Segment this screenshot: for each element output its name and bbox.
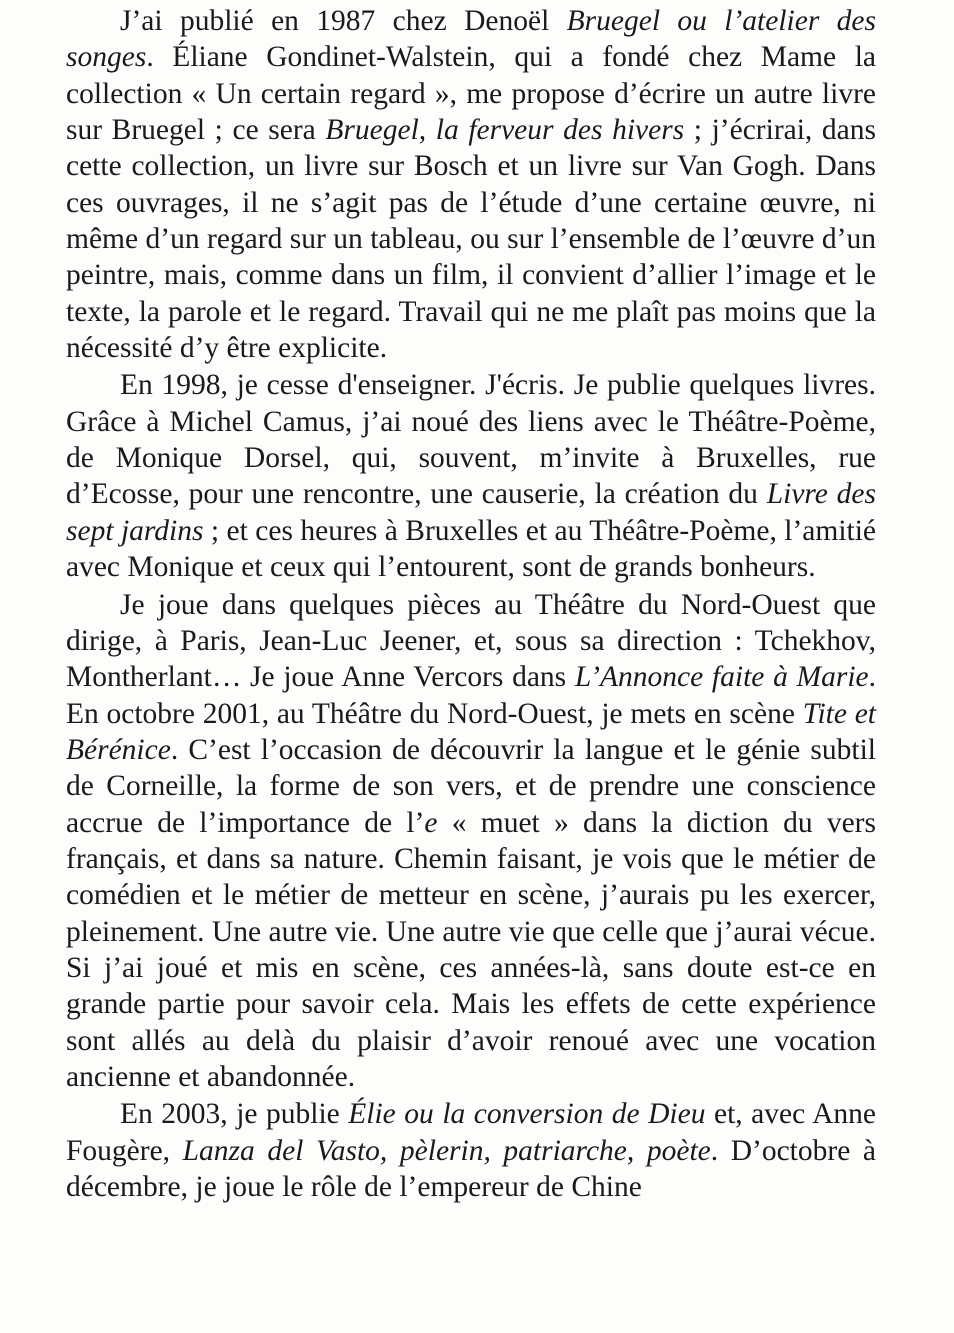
text-segment: « muet » dans la diction du vers français, et dans sa nature. Chemin faisant, je vois que le métier de comédien et le métier de metteur en scène, j’aurais pu les exercer, pleinement. Une autre vie. Une autre vie que celle que j’aurai vécue. Si j’ai joué et mis en scène, ces années-là, sans doute est-ce en grande partie pour savoir cela. Mais les effets de cette expérience sont allés au delà du plaisir d’avoir renoué avec une vocation ancienne et abandonnée. (66, 806, 876, 1093)
text-segment: . En octobre 2001, au Théâtre du Nord-Ouest, je mets en scène (66, 661, 876, 730)
book-title: Livre des sept jardins (66, 478, 877, 547)
body-text (66, 3, 876, 1205)
text-segment: Je joue dans quelques pièces au Théâtre du Nord-Ouest que dirige, à Paris, Jean-Luc Jeener, et, sous sa direction : Tchekhov, Montherlant… Je joue Anne Vercors dans (66, 588, 876, 694)
book-title: Bruegel ou l’atelier des songes (66, 5, 876, 74)
play-title: L’Annonce faite à Marie (574, 661, 869, 694)
text-segment: J’ai publié en 1987 chez Denoël (120, 5, 567, 37)
text-segment: ; et ces heures à Bruxelles et au Théâtre-Poème, l’amitié avec Monique et ceux qui l’entourent, sont de grands bonheurs. (66, 514, 876, 584)
paragraph-3 (66, 587, 876, 1096)
book-title: Bruegel, la ferveur des hivers (325, 114, 685, 147)
text-segment: . C’est l’occasion de découvrir la langue et le génie subtil de Corneille, la forme de son vers, et de prendre une conscience accrue de l’importance de l’ (66, 733, 876, 839)
paragraph-2 (66, 367, 876, 585)
text-segment: . D’octobre à décembre, je joue le rôle de l’empereur de Chine (66, 1134, 876, 1203)
book-title: Lanza del Vasto, pèlerin, patriarche, poète (182, 1134, 711, 1167)
text-segment: En 2003, je publie (120, 1098, 349, 1131)
paragraph-4 (66, 1096, 876, 1205)
emphasis-letter: e (424, 806, 438, 839)
text-segment: . Éliane Gondinet-Walstein, qui a fondé chez Mame la collection « Un certain regard », me propose d’écrire un autre livre sur Bruegel ; ce sera (66, 41, 876, 147)
book-title: Élie ou la conversion de Dieu (348, 1098, 706, 1131)
play-title: Tite et Bérénice (66, 697, 876, 766)
text-segment: et, avec Anne Fougère, (66, 1098, 877, 1167)
paragraph-1 (66, 3, 876, 366)
text-segment: ; j’écrirai, dans cette collection, un livre sur Bosch et un livre sur Van Gogh. Dans ces ouvrages, il ne s’agit pas de l’étude d’une certaine œuvre, ni même d’un regard sur un tableau, ou sur l’ensemble de l’œuvre d’un peintre, mais, comme dans un film, il convient d’allier l’image et le texte, la parole et le regard. Travail qui ne me plaît pas moins que la nécessité d’y être explicite. (66, 114, 877, 365)
text-segment: En 1998, je cesse d'enseigner. J'écris. Je publie quelques livres. Grâce à Michel Camus, j’ai noué des liens avec le Théâtre-Poème, de Monique Dorsel, qui, souvent, m’invite à Bruxelles, rue d’Ecosse, pour une rencontre, une causerie, la création du (66, 369, 876, 511)
